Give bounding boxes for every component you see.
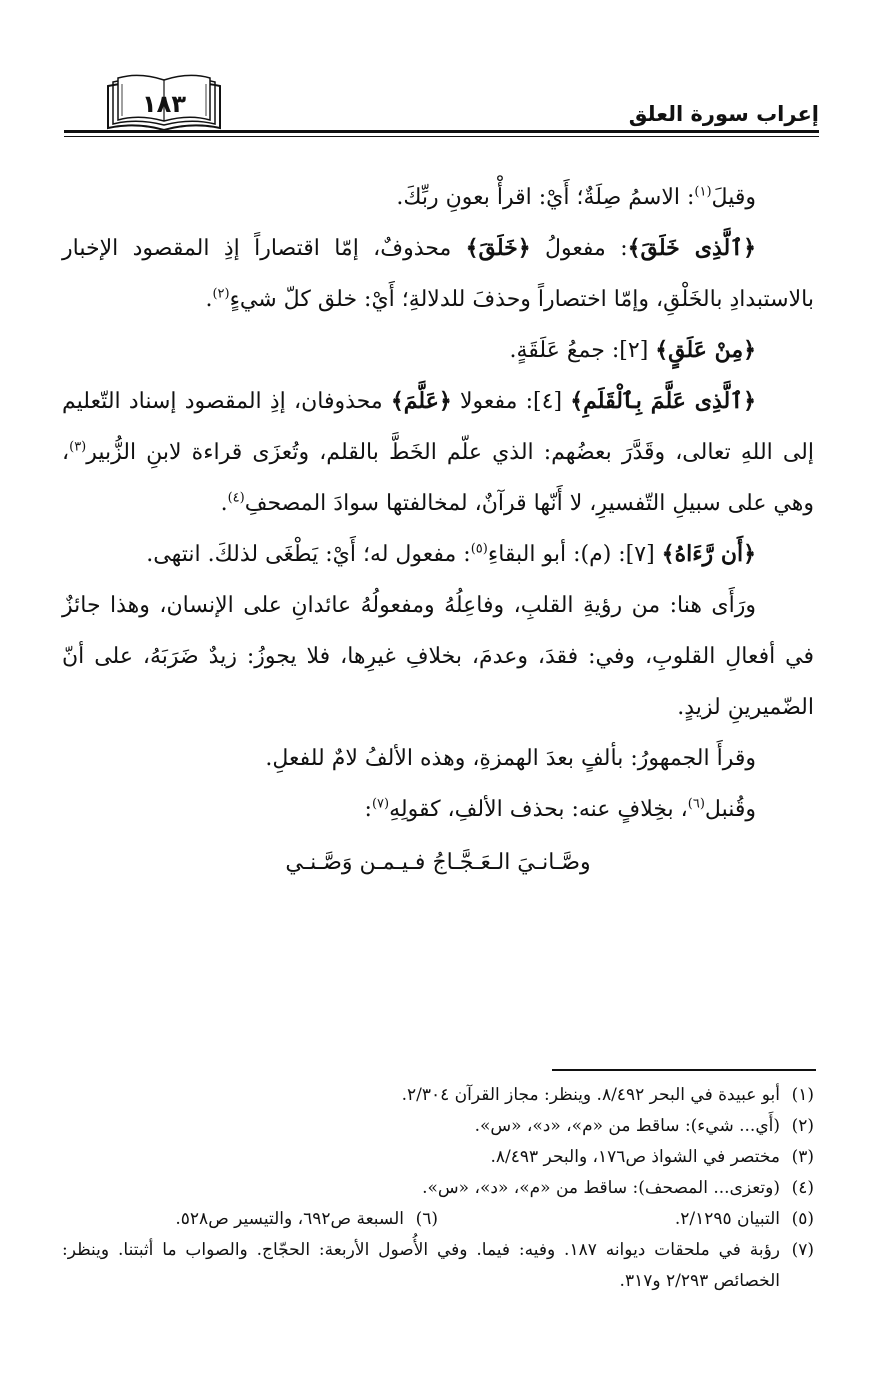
footnote-text: أبو عبيدة في البحر ٨/٤٩٢. وينظر: مجاز القرآن ٢/٣٠٤. xyxy=(401,1085,780,1105)
text-run: : xyxy=(364,797,372,822)
footnote-text: التبيان ٢/١٢٩٥. xyxy=(674,1209,780,1229)
footnote-item xyxy=(62,1235,814,1297)
paragraph-2 xyxy=(62,223,814,325)
running-title: إعراب سورة العلق xyxy=(628,102,819,126)
footnote-item xyxy=(62,1142,814,1173)
footnote-item xyxy=(62,1173,814,1204)
footnote-ref-1: (١) xyxy=(694,184,712,200)
footnote-pair xyxy=(62,1204,814,1235)
footnote-text: (وتعزى... المصحف): ساقط من «م»، «د»، «س». xyxy=(422,1178,780,1198)
text-run: وقُنبل xyxy=(704,797,756,822)
paragraph-5 xyxy=(62,529,814,580)
paragraph-8 xyxy=(62,784,814,835)
quran-quote: ﴿ٱلَّذِى خَلَقَ﴾ xyxy=(627,235,756,261)
paragraph-3 xyxy=(62,325,814,376)
text-run: . xyxy=(205,287,213,312)
footnote-text: السبعة ص٦٩٢، والتيسير ص٥٢٨. xyxy=(175,1209,404,1229)
paragraph-4 xyxy=(62,376,814,529)
header-rule-thick xyxy=(64,130,819,133)
footnote-ref-2: (٢) xyxy=(212,286,230,302)
quran-quote: ﴿أَن رَّءَاهُ﴾ xyxy=(661,541,756,567)
main-text xyxy=(62,172,814,888)
footnote-number: (١) xyxy=(791,1085,814,1105)
text-run: [٧]: (م): أبو البقاءِ xyxy=(487,542,662,567)
quran-quote: ﴿خَلَقَ﴾ xyxy=(465,235,531,261)
header-rule-thin xyxy=(64,136,819,137)
footnote-ref-6: (٦) xyxy=(687,796,705,812)
footnote-ref-3: (٣) xyxy=(69,439,87,455)
page-number: ١٨٣ xyxy=(142,90,186,118)
paragraph-6: ورَأَى هنا: من رؤيةِ القلبِ، وفاعِلُهُ ومفعولُهُ عائدانِ على الإنسان، وهذا جائزٌ في أفعالِ القلوبِ، وفي: فقدَ، وعدمَ، بخلافِ غيرِها، فلا يجوزُ: زيدٌ ضَرَبَهُ، على أنّ الضّميرينِ لزيدٍ. xyxy=(62,593,814,720)
quran-quote: ﴿عَلَّمَ﴾ xyxy=(390,388,452,414)
footnote-separator xyxy=(552,1069,816,1071)
text-run: وقيلَ xyxy=(711,185,756,210)
text-run: : مفعولُ xyxy=(544,236,628,261)
footnote-number: (٥) xyxy=(791,1209,814,1229)
footnote-text: مختصر في الشواذ ص١٧٦، والبحر ٨/٤٩٣. xyxy=(490,1147,780,1167)
footnote-item xyxy=(62,1204,438,1235)
text-run: : مفعول له؛ أَيْ: يَطْغَى لذلكَ. انتهى. xyxy=(146,542,471,567)
footnote-item xyxy=(62,1080,814,1111)
text-run: محذوفٌ، إمّا اقتصاراً إذِ المقصود الإخبار بالاستبدادِ بالخَلْقِ، وإمّا اختصاراً وحذفَ للدلالةِ؛ أَيْ: خلق كلّ شيءٍ xyxy=(62,236,814,312)
footnote-text: (أَي... شيء): ساقط من «م»، «د»، «س». xyxy=(474,1116,780,1136)
quran-quote: ﴿مِنْ عَلَقٍ﴾ xyxy=(655,337,756,363)
footnote-ref-5: (٥) xyxy=(470,541,488,557)
page-number-ornament xyxy=(104,72,224,134)
text-run: : الاسمُ صِلَةٌ؛ أَيْ: اقرأْ بعونِ ربِّكَ. xyxy=(396,185,695,210)
text-run: . xyxy=(220,491,228,516)
paragraph-1 xyxy=(62,172,814,223)
text-run: [٢]: جمعُ عَلَقَةٍ. xyxy=(509,338,656,363)
footnote-text: رؤبة في ملحقات ديوانه ١٨٧. وفيه: فيما. وفي الأُصول الأربعة: الحجّاج. والصواب ما أثبتنا. وينظر: الخصائص ٢/٢٩٣ و٣١٧. xyxy=(62,1240,780,1291)
footnotes xyxy=(62,1080,814,1297)
footnote-ref-4: (٤) xyxy=(227,490,245,506)
footnote-item xyxy=(62,1111,814,1142)
footnote-number: (٦) xyxy=(415,1209,438,1229)
paragraph-7: وقرأَ الجمهورُ: بألفٍ بعدَ الهمزةِ، وهذه الألفُ لامٌ للفعلِ. xyxy=(265,746,756,771)
footnote-number: (٤) xyxy=(791,1178,814,1198)
footnote-ref-7: (٧) xyxy=(371,796,390,812)
text-run: [٤]: مفعولا xyxy=(459,389,571,414)
footnote-number: (٣) xyxy=(791,1147,814,1167)
text-run: ، بخِلافٍ عنه: بحذف الألفِ، كقولِهِ xyxy=(389,797,688,822)
quran-quote: ﴿ٱلَّذِى عَلَّمَ بِٱلْقَلَمِ﴾ xyxy=(570,388,756,414)
text-run: محذوفان، إذِ المقصود إسناد التّعليم إلى اللهِ تعالى، وقَدَّرَ بعضُهم: الذي علّم الخَطَّ بالقلم، وتُعزَى قراءة لابنِ الزُّبير xyxy=(62,389,814,465)
footnote-item xyxy=(438,1204,814,1235)
page-header xyxy=(64,72,819,140)
text-run: ، وهي على سبيلِ التّفسيرِ، لا أَنّها قرآنٌ، لمخالفتها سوادَ المصحفِ xyxy=(62,440,814,516)
poetry-verse: وصَّـانـيَ الـعَـجَّـاجُ فـيـمـن وَصَّـنـي xyxy=(285,850,591,875)
footnote-number: (٢) xyxy=(791,1116,814,1136)
footnote-number: (٧) xyxy=(791,1240,814,1260)
